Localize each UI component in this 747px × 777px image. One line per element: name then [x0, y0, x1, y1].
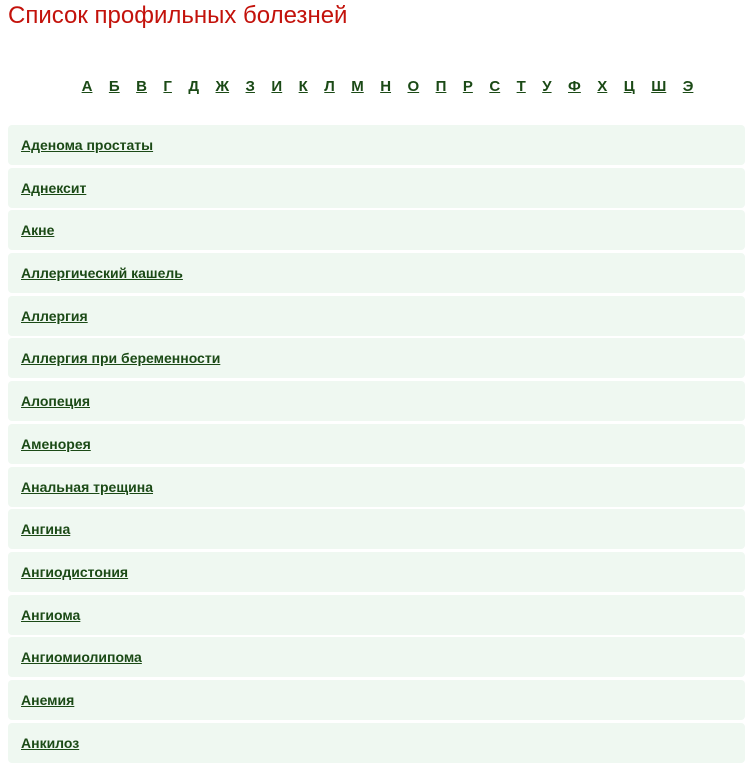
disease-list — [8, 125, 745, 765]
letter-link[interactable]: Л — [324, 78, 335, 95]
letter-link[interactable]: Д — [188, 78, 200, 95]
letter-link[interactable]: Ж — [215, 78, 230, 95]
letter-link[interactable]: Ф — [568, 78, 581, 95]
letter-link[interactable]: М — [351, 78, 364, 95]
disease-link[interactable]: Ангиомиолипома — [21, 649, 142, 666]
disease-item — [8, 637, 745, 677]
disease-link[interactable]: Акне — [21, 222, 55, 239]
letter-link[interactable]: Н — [380, 78, 392, 95]
letter-link[interactable]: Х — [597, 78, 608, 95]
letter-link[interactable]: П — [435, 78, 447, 95]
disease-link[interactable]: Аллергия — [21, 307, 88, 324]
disease-link[interactable]: Анальная трещина — [21, 478, 154, 495]
letter-link[interactable]: О — [407, 78, 420, 95]
disease-item — [8, 296, 745, 336]
alphabet-index — [0, 77, 747, 97]
letter-link[interactable]: З — [245, 78, 255, 95]
letter-link[interactable]: У — [542, 78, 552, 95]
letter-link[interactable]: И — [271, 78, 283, 95]
disease-item — [8, 338, 745, 378]
disease-item — [8, 680, 745, 720]
disease-item — [8, 509, 745, 549]
letter-link[interactable]: Б — [108, 78, 120, 95]
letter-link[interactable]: Ц — [623, 78, 635, 95]
disease-item — [8, 253, 745, 293]
disease-link[interactable]: Алопеция — [21, 393, 90, 410]
letter-link[interactable]: Ш — [651, 78, 667, 95]
letter-link[interactable]: Т — [516, 78, 526, 95]
disease-link[interactable]: Аденома простаты — [21, 137, 154, 153]
disease-link[interactable]: Ангина — [21, 521, 71, 538]
disease-link[interactable]: Аменорея — [21, 435, 91, 452]
letter-link[interactable]: В — [136, 78, 147, 95]
disease-item — [8, 381, 745, 421]
disease-link[interactable]: Аллергия при беременности — [21, 350, 221, 367]
disease-link[interactable]: Аллергический кашель — [21, 265, 183, 282]
disease-link[interactable]: Аднексит — [21, 179, 87, 196]
disease-link[interactable]: Анемия — [21, 691, 75, 708]
disease-item — [8, 210, 745, 250]
disease-item — [8, 467, 745, 507]
letter-link[interactable]: Э — [682, 78, 694, 95]
disease-item — [8, 168, 745, 208]
letter-link[interactable]: А — [81, 78, 93, 95]
letter-link[interactable]: С — [489, 78, 501, 95]
letter-link[interactable]: Г — [163, 78, 172, 95]
disease-item — [8, 125, 745, 165]
disease-link[interactable]: Анкилоз — [21, 734, 80, 751]
disease-item — [8, 552, 745, 592]
letter-link[interactable]: Р — [462, 78, 473, 95]
disease-link[interactable]: Ангиодистония — [21, 563, 129, 580]
disease-item — [8, 424, 745, 464]
disease-item — [8, 595, 745, 635]
letter-link[interactable]: К — [298, 78, 308, 95]
disease-item — [8, 723, 745, 763]
disease-link[interactable]: Ангиома — [21, 606, 81, 623]
page-title: Список профильных болезней — [8, 2, 348, 29]
